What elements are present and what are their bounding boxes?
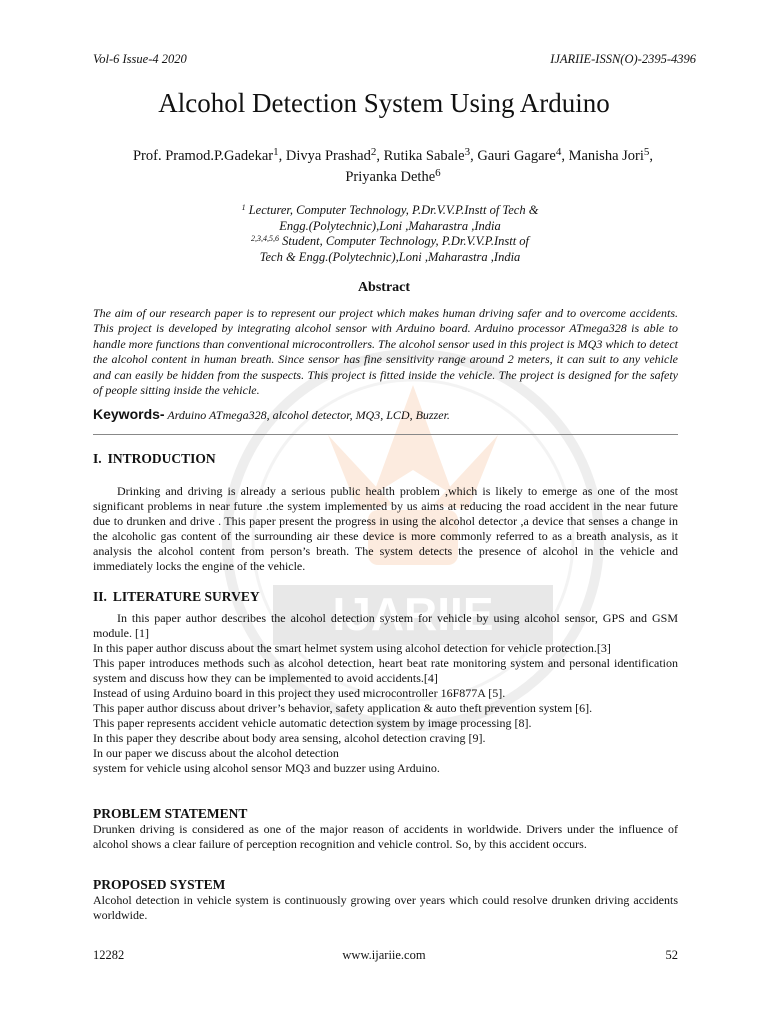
author-name: Gauri Gagare: [477, 148, 556, 164]
introduction-body: [93, 484, 678, 574]
author-name: Priyanka Dethe: [345, 169, 436, 185]
literature-paragraph: In this paper author describes the alcohol detection system for vehicle by using alcohol sensor, GPS and GSM module. [1]: [93, 611, 678, 640]
problem-body: [93, 822, 678, 852]
affiliation-line: Student, Computer Technology, P.Dr.V.V.P.Instt of: [278, 234, 530, 248]
footer-page-number: 52: [665, 948, 678, 962]
literature-line: Instead of using Arduino board in this project they used microcontroller 16F877A [5].: [93, 686, 506, 700]
author-name: Rutika Sabale: [383, 148, 465, 164]
literature-line: This paper introduces methods such as alcohol detection, heart beat rate monitoring system and personal identification system and discuss how they can be implemented to avoid accidents.[4]: [93, 656, 678, 685]
problem-paragraph: Drunken driving is considered as one of the major reason of accidents in worldwide. Drivers under the influence of alcohol shows a clear failure of perception recognition and vehicle control. So, by this accident occurs.: [93, 822, 678, 851]
literature-body: [93, 611, 678, 776]
affiliation-sup: 2,3,4,5,6: [250, 234, 279, 243]
abstract-heading: Abstract: [357, 280, 411, 295]
abstract-text: The aim of our research paper is to represent our project which makes human driving safer and to overcome accidents. This project is developed by integrating alcohol sensor with Arduino board. Arduino processor ATmega328 is able to handle more functions than conventional microcontrollers. The alcohol sensor used in this project is MQ3 which to detect the alcohol content in human breath. Since sensor has fine sensitivity range around 2 meters, it can suit to any vehicle and can easily be hidden from the suspects. This project is fitted inside the vehicle. The project is designed for the safety of people sitting inside the vehicle.: [93, 306, 678, 398]
watermark-text: IJARIIE: [332, 588, 494, 640]
affiliations: [170, 203, 610, 265]
keywords: [93, 406, 678, 423]
section-title: INTRODUCTION: [107, 451, 216, 466]
problem-heading: PROBLEM STATEMENT: [93, 806, 248, 821]
section-number: I.: [93, 451, 102, 466]
author-name: Manisha Jori: [568, 148, 644, 164]
author-name: Divya Prashad: [285, 148, 371, 164]
author-sup: 1: [273, 146, 279, 158]
keywords-label: Keywords-: [93, 406, 165, 422]
footer-paper-id: 12282: [93, 948, 125, 962]
section-divider: [93, 434, 678, 435]
header-issn: IJARIIE-ISSN(O)-2395-4396: [550, 52, 696, 66]
author-sup: 6: [435, 167, 441, 179]
proposed-body: [93, 893, 678, 923]
literature-heading: [93, 589, 260, 605]
proposed-heading: PROPOSED SYSTEM: [93, 877, 226, 892]
section-title: LITERATURE SURVEY: [112, 589, 260, 604]
affiliation-line: Lecturer, Computer Technology, P.Dr.V.V.P.Instt of Tech &: [245, 203, 539, 217]
affiliation-line: Tech & Engg.(Polytechnic),Loni ,Maharastra ,India: [259, 249, 521, 264]
affiliation-line: Engg.(Polytechnic),Loni ,Maharastra ,India: [279, 218, 501, 233]
footer-website: www.ijariie.com: [342, 948, 426, 962]
introduction-paragraph: Drinking and driving is already a serious public health problem ,which is likely to emerge as one of the most significant problems in near future .the system implemented by us aims at reducing the road accident in the near future due to drunken and drive . This paper present the progress in using the alcohol detector ,a device that senses a change in the alcoholic gas content of the surrounding air these device is more commonly referred to as a breath analysis, as it analysis the alcohol content from person’s breath. The system detects the presence of alcohol in the vehicle and immediately locks the engine of the vehicle.: [93, 484, 678, 573]
literature-line: This paper author discuss about driver’s behavior, safety application & auto theft prevention system [6].: [93, 701, 593, 715]
literature-line: In this paper they describe about body area sensing, alcohol detection craving [9].: [93, 731, 486, 745]
paper-title: Alcohol Detection System Using Arduino: [158, 88, 610, 118]
author-name: Prof. Pramod.P.Gadekar: [132, 148, 274, 164]
literature-line: In this paper author discuss about the smart helmet system using alcohol detection for vehicle protection.[3]: [93, 641, 611, 655]
proposed-paragraph: Alcohol detection in vehicle system is continuously growing over years which could resolve drunken driving accidents worldwide.: [93, 893, 678, 922]
affiliation-sup: 1: [241, 203, 246, 212]
literature-line: This paper represents accident vehicle automatic detection system by image processing [8].: [93, 716, 532, 730]
literature-line: In our paper we discuss about the alcohol detection: [93, 746, 339, 760]
author-list: Prof. Pramod.P.Gadekar$^1$, Divya Prashad$^2$, Rutika Sabale$^3$, Gauri Gagare$^4$, Manisha Jori$^5$, Priyanka Dethe$^6$: [132, 146, 653, 185]
header-volume: Vol-6 Issue-4 2020: [93, 52, 187, 66]
literature-line: system for vehicle using alcohol sensor MQ3 and buzzer using Arduino.: [93, 761, 440, 775]
keywords-text: Arduino ATmega328, alcohol detector, MQ3, LCD, Buzzer.: [164, 408, 450, 422]
author-sup: 2: [370, 146, 377, 158]
author-sup: 5: [643, 146, 650, 158]
author-sup: 3: [464, 146, 471, 158]
section-number: II.: [93, 589, 107, 604]
introduction-heading: [93, 451, 216, 467]
author-sup: 4: [555, 146, 562, 158]
